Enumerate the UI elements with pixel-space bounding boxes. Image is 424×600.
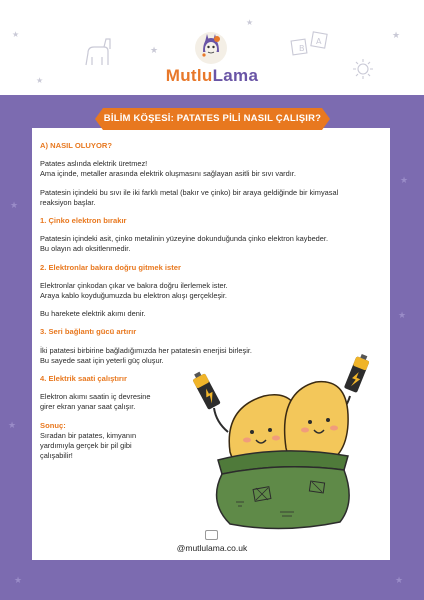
svg-text:B: B (299, 44, 305, 53)
potato-battery-illustration (190, 352, 376, 532)
paragraph-line: reaksiyon başlar. (40, 197, 96, 207)
paragraph-line: Bu olayın adı oksitlenmedir. (40, 244, 131, 254)
section-heading: 1. Çinko elektron bırakır (40, 216, 127, 226)
star-icon: ★ (400, 175, 409, 185)
svg-text:A: A (316, 37, 322, 46)
website-url[interactable]: @mutlulama.co.uk (176, 543, 248, 553)
star-icon: ★ (12, 30, 20, 39)
paragraph-line: Elektron akımı saatin iç devresine (40, 392, 151, 402)
brand-part2: Lama (212, 66, 259, 85)
paragraph-line: İki patatesi birbirine bağladığımızda her patatesin enerjisi birleşir. (40, 345, 252, 355)
section-heading: A) NASIL OLUYOR? (40, 141, 112, 150)
star-icon: ★ (10, 200, 19, 210)
paragraph-line: Araya kablo koyduğumuzda bu elektron akışı gerçekleşir. (40, 291, 227, 301)
star-icon: ★ (392, 30, 401, 40)
result-line: çalışabilir! (40, 451, 73, 461)
llama-doodle-icon (78, 35, 118, 75)
paragraph-line: Patates aslında elektrik üretmez! (40, 159, 148, 169)
section-heading: 3. Seri bağlantı gücü artırır (40, 327, 137, 337)
result-line: Sıradan bir patates, kimyanın (40, 430, 137, 440)
paragraph-line: Bu harekete elektrik akımı denir. (40, 309, 146, 319)
paragraph-line: Patatesin içindeki asit, çinko metalinin yüzeyine dokunduğunda çinko elektron kaybeder. (40, 234, 328, 244)
result-line: yardımıyla gerçek bir pil gibi (40, 441, 132, 451)
section-heading: 4. Elektrik saati çalıştırır (40, 374, 127, 384)
paragraph-line: Ama içinde, metaller arasında elektrik oluşmasını sağlayan asitli bir sıvı vardır. (40, 169, 296, 179)
star-icon: ★ (8, 420, 17, 430)
star-icon: ★ (246, 18, 254, 27)
star-icon: ★ (14, 575, 23, 585)
header (0, 0, 424, 95)
section-heading: 2. Elektronlar bakıra doğru gitmek ister (40, 262, 181, 272)
star-icon: ★ (398, 310, 407, 320)
globe-icon (205, 530, 218, 540)
battery-icon (191, 370, 221, 410)
brand-part1: Mutlu (165, 66, 213, 85)
sun-doodle-icon (352, 58, 374, 80)
star-icon: ★ (36, 76, 44, 85)
star-icon: ★ (395, 575, 404, 585)
llama-logo-icon (193, 30, 229, 66)
paragraph-line: Bu sayede saat için yeterli güç oluşur. (40, 355, 164, 365)
paragraph-line: Elektronlar çinkodan çıkar ve bakıra doğru ilerlemek ister. (40, 280, 228, 290)
page-title: BİLİM KÖŞESİ: PATATES PİLİ NASIL ÇALIŞIR? (103, 108, 322, 130)
result-heading: Sonuç: (40, 420, 66, 430)
sack-icon (217, 451, 350, 529)
abc-blocks-icon (290, 30, 332, 58)
paragraph-line: girer ekran yanar saat çalışır. (40, 402, 136, 412)
star-icon: ★ (150, 45, 159, 55)
battery-icon (344, 352, 371, 392)
paragraph-line: Patatesin içindeki bu sıvı ile iki farklı metal (bakır ve çinko) bir araya geldiğinde bir kimyasal (40, 187, 339, 197)
